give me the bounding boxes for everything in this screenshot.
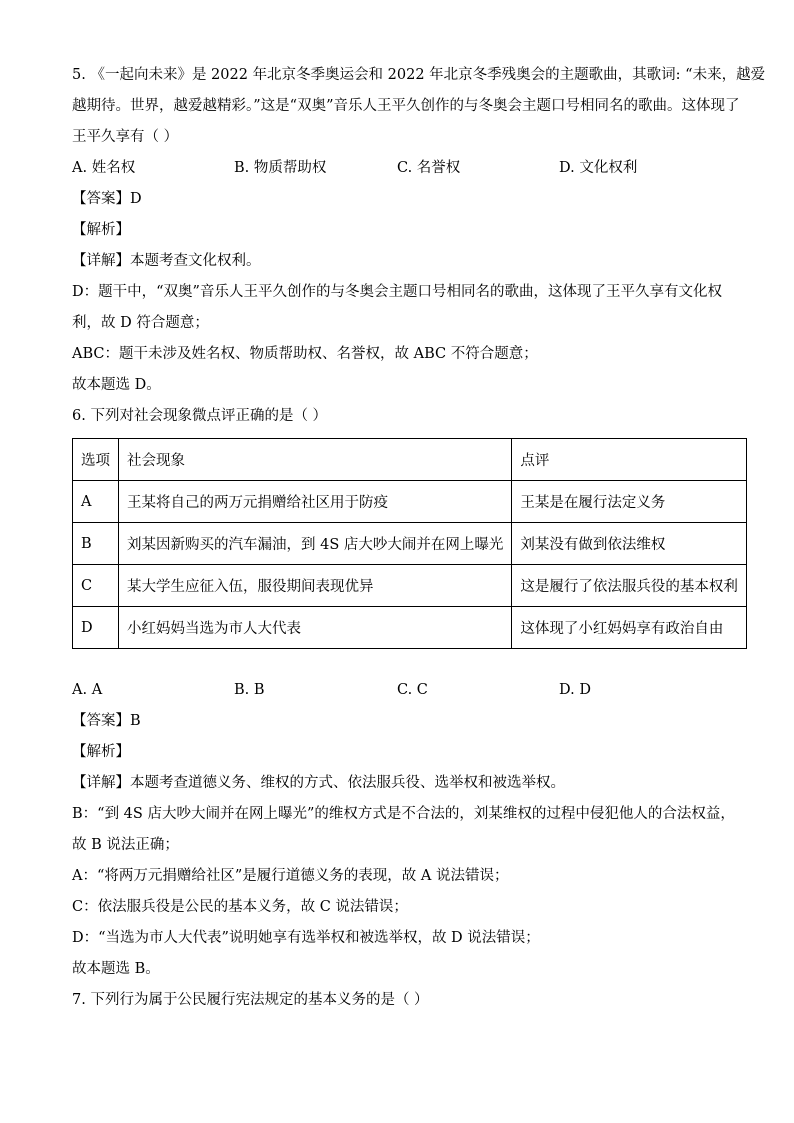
q6-option-b: B. B: [234, 682, 265, 698]
table-row: [73, 565, 747, 607]
table-cell-option: A: [73, 481, 119, 523]
q6-option-a: A. A: [72, 682, 103, 698]
q7-stem: 7. 下列行为属于公民履行宪法规定的基本义务的是（ ）: [72, 992, 429, 1008]
table-cell-phenomenon: 某大学生应征入伍，服役期间表现优异: [119, 565, 512, 607]
table-cell-comment: 这是履行了依法服兵役的基本权利: [512, 565, 747, 607]
q5-analysis-tag: 【解析】: [72, 222, 130, 238]
table-cell-option: C: [73, 565, 119, 607]
q5-option-c: C. 名誉权: [397, 160, 461, 176]
q5-option-b: B. 物质帮助权: [234, 160, 327, 176]
q5-stem-line-2: 越期待。世界，越爱越精彩。”这是“双奥”音乐人王平久创作的与冬奥会主题口号相同名的歌曲。这体现了: [72, 98, 740, 114]
q5-explain-abc: ABC：题干未涉及姓名权、物质帮助权、名誉权，故 ABC 不符合题意；: [72, 346, 538, 362]
table-row: [73, 481, 747, 523]
q5-stem-line-1: 5. 《一起向未来》是 2022 年北京冬季奥运会和 2022 年北京冬季残奥会的主题歌曲，其歌词: “未来，越爱: [72, 67, 766, 83]
q6-explain-b-line-1: B：“到 4S 店大吵大闹并在网上曝光”的维权方式是不合法的，刘某维权的过程中侵犯他人的合法权益，: [72, 806, 735, 822]
q5-detail: 【详解】本题考查文化权利。: [72, 253, 261, 269]
q5-options: [72, 153, 722, 184]
q6-table: [72, 438, 747, 649]
q6-option-c: C. C: [397, 682, 428, 698]
q6-options: [72, 675, 722, 706]
q6-explain-a: A：“将两万元捐赠给社区”是履行道德义务的表现，故 A 说法错误；: [72, 868, 509, 884]
q5-stem-line-3: 王平久享有（ ）: [72, 129, 179, 145]
q6-stem: 6. 下列对社会现象微点评正确的是（ ）: [72, 408, 328, 424]
table-row: [73, 523, 747, 565]
q6-detail: 【详解】本题考查道德义务、维权的方式、依法服兵役、选举权和被选举权。: [72, 775, 565, 791]
table-cell-phenomenon: 王某将自己的两万元捐赠给社区用于防疫: [119, 481, 512, 523]
table-cell-phenomenon: 小红妈妈当选为市人大代表: [119, 607, 512, 649]
q5-conclusion: 故本题选 D。: [72, 377, 161, 393]
table-header-phenomenon: 社会现象: [119, 439, 512, 481]
table-header-comment: 点评: [512, 439, 747, 481]
q6-answer: 【答案】B: [72, 713, 141, 729]
q5-explain-d-line-1: D：题干中，“双奥”音乐人王平久创作的与冬奥会主题口号相同名的歌曲，这体现了王平久享有文化权: [72, 284, 722, 300]
q5-answer: 【答案】D: [72, 191, 142, 207]
table-header-row: [73, 439, 747, 481]
q5-option-d: D. 文化权利: [559, 160, 638, 176]
table-cell-option: D: [73, 607, 119, 649]
q6-option-d: D. D: [559, 682, 591, 698]
table-cell-comment: 刘某没有做到依法维权: [512, 523, 747, 565]
table-cell-comment: 这体现了小红妈妈享有政治自由: [512, 607, 747, 649]
q5-option-a: A. 姓名权: [72, 160, 136, 176]
table-row: [73, 607, 747, 649]
table-cell-phenomenon: 刘某因新购买的汽车漏油，到 4S 店大吵大闹并在网上曝光: [119, 523, 512, 565]
document-page: [72, 60, 766, 1016]
q6-conclusion: 故本题选 B。: [72, 961, 160, 977]
table-cell-comment: 王某是在履行法定义务: [512, 481, 747, 523]
q6-explain-c: C：依法服兵役是公民的基本义务，故 C 说法错误；: [72, 899, 408, 915]
q6-explain-b-line-2: 故 B 说法正确；: [72, 837, 179, 853]
table-cell-option: B: [73, 523, 119, 565]
q6-analysis-tag: 【解析】: [72, 744, 130, 760]
table-header-option: 选项: [73, 439, 119, 481]
q6-explain-d: D：“当选为市人大代表”说明她享有选举权和被选举权，故 D 说法错误；: [72, 930, 540, 946]
q5-explain-d-line-2: 利，故 D 符合题意；: [72, 315, 209, 331]
